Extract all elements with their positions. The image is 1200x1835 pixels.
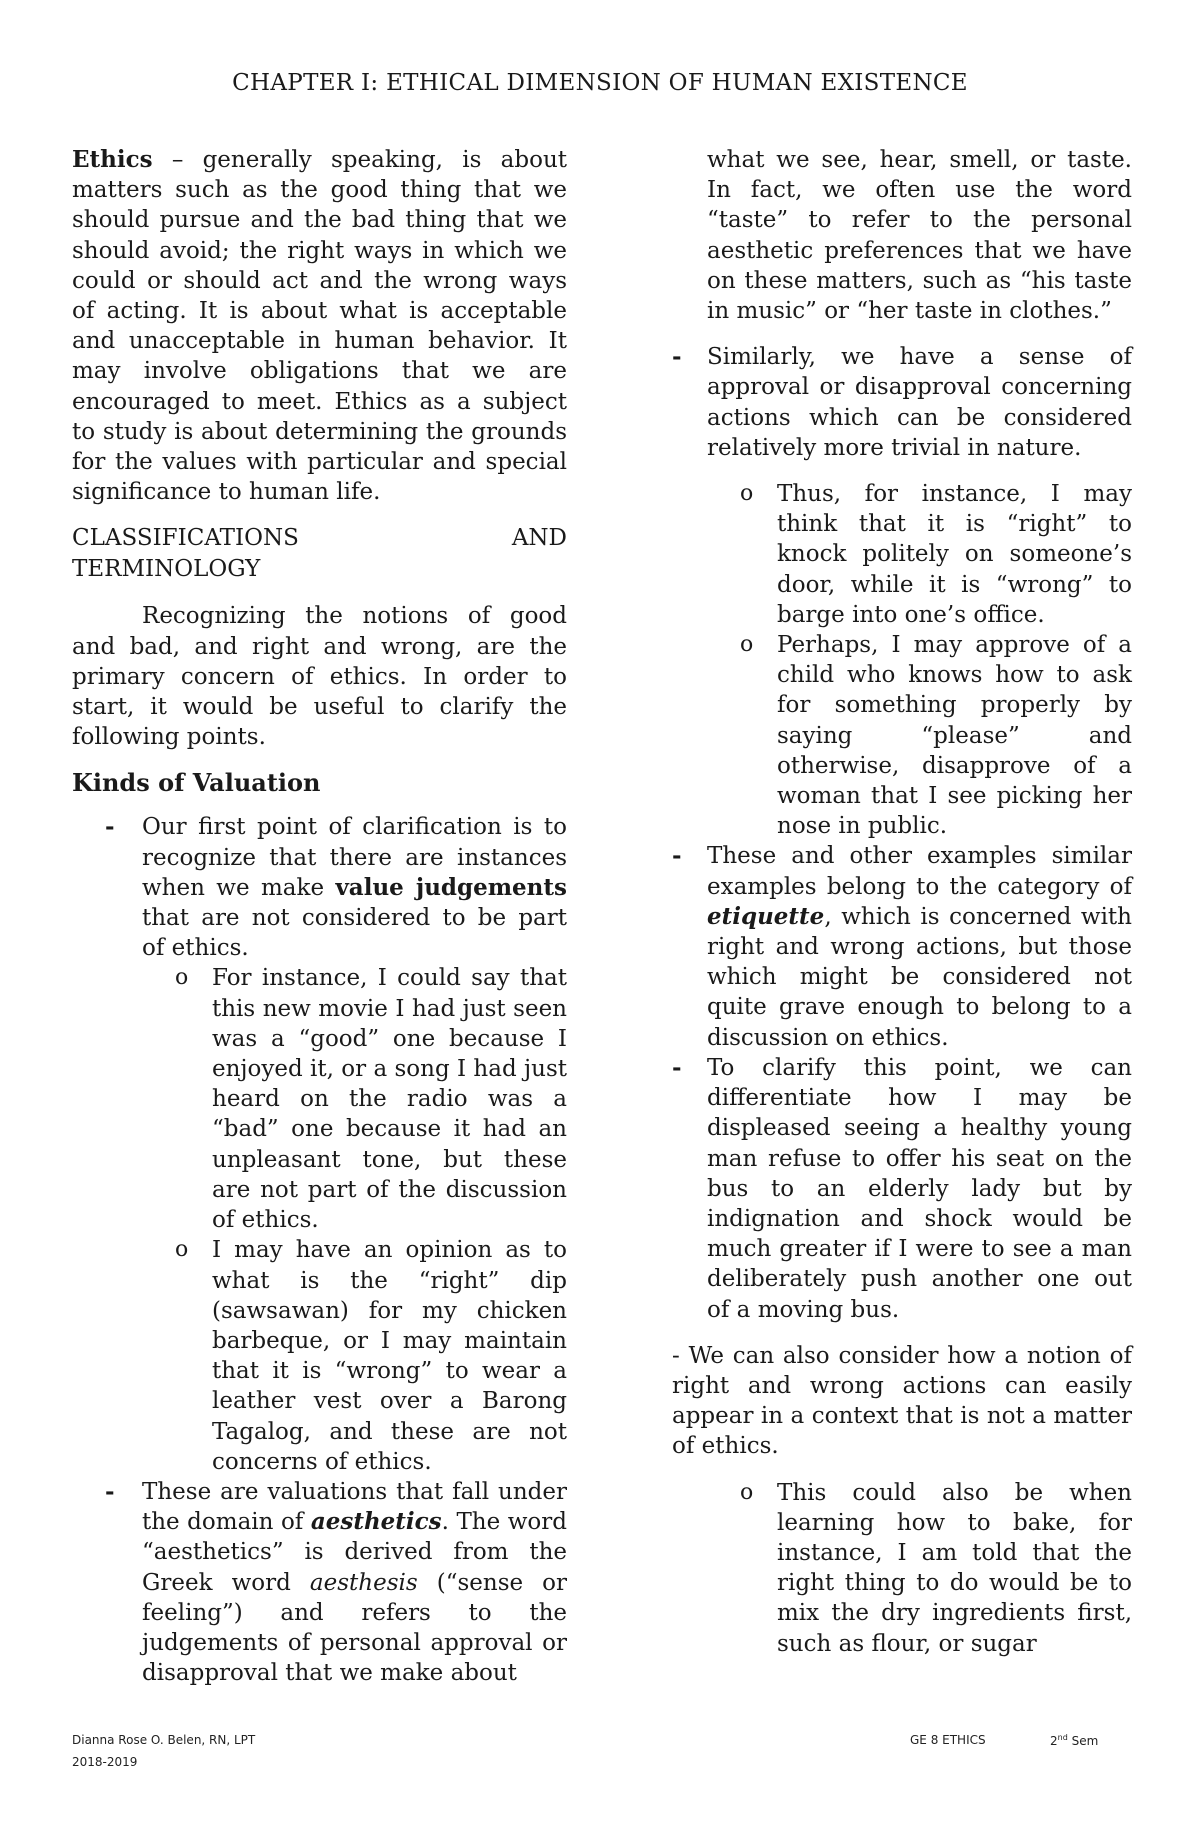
footer-semester [1050, 1733, 1098, 1748]
sub-list-item [707, 479, 1132, 630]
footer-course: GE 8 ETHICS [910, 1733, 986, 1747]
list-item [672, 342, 1132, 463]
chapter-title: CHAPTER I: ETHICAL DIMENSION OF HUMAN EXISTENCE [232, 70, 968, 96]
classifications-heading [72, 523, 567, 585]
sub-list [142, 963, 567, 1476]
circle-marker: o [175, 965, 189, 991]
sub-list-item-text: This could also be when learning how to bake, for instance, I am told that the right thing to do would be to mix the dry ingredients first, such as flour, or sugar [777, 1479, 1132, 1657]
classifications-heading-word: CLASSIFICATIONS [72, 525, 299, 552]
dash-marker: - [672, 1053, 682, 1081]
circle-marker: o [740, 481, 754, 507]
semester-suffix: nd [1057, 1733, 1068, 1742]
aesthesis-term: aesthesis [309, 1569, 418, 1596]
list-item-text: that are not considered to be part of ethics. [142, 905, 567, 962]
semester-number: 2 [1050, 1734, 1058, 1748]
list-item [672, 1053, 1132, 1325]
recognizing-paragraph: Recognizing the notions of good and bad, and right and wrong, are the primary concern of ethics. In order to start, it would be useful to clarify the following points. [72, 603, 567, 751]
ethics-definition [72, 145, 567, 507]
list-item-text: . The word “aesthetics” is derived from the Greek word [142, 1509, 567, 1596]
sub-list-item-text: Thus, for instance, I may think that it is “right” to knock politely on someone’s door, while it is “wrong” to barge into one’s office. [777, 481, 1132, 628]
left-column [72, 145, 567, 1688]
ethics-term: Ethics [72, 146, 153, 173]
footer-year: 2018-2019 [72, 1755, 138, 1769]
list-item [72, 1477, 567, 1688]
ethics-definition-text: – generally speaking, is about matters such as the good thing that we should pursue and the bad thing that we should avoid; the right ways in which we could or should act and the wrong ways of acting. It is about what is acceptable and unacceptable in human behavior. It may involve obligations that we are encouraged to meet. Ethics as a subject to study is about determining the grounds for the values with particular and special significance to human life. [72, 147, 567, 506]
circle-marker: o [740, 1479, 754, 1505]
list-item [672, 841, 1132, 1052]
list-item-text: Similarly, we have a sense of approval or disapproval concerning actions which can be considered relatively more trivial in nature. [707, 344, 1132, 461]
classifications-heading-and: AND [511, 525, 567, 552]
sub-list [707, 479, 1132, 841]
context-paragraph: - We can also consider how a notion of right and wrong actions can easily appear in a context that is not a matter of ethics. [672, 1342, 1132, 1460]
list-item-text: To clarify this point, we can differentiate how I may be displeased seeing a healthy young man refuse to offer his seat on the bus to an elderly lady but by indignation and shock would be much greater if I were to see a man deliberately push another one out of a moving bus. [707, 1054, 1132, 1323]
sub-list [707, 1478, 1132, 1659]
sub-list-item [707, 630, 1132, 841]
list-item-text: (“sense or feeling”) and refers to the judgements of personal approval or disapproval that we make about [142, 1569, 568, 1687]
kinds-of-valuation-heading: Kinds of Valuation [72, 768, 321, 798]
footer-author: Dianna Rose O. Belen, RN, LPT [72, 1733, 256, 1747]
list-item-text: Our first point of clarification is to recognize that there are instances when we make [142, 814, 567, 901]
list-item-text: These and other examples similar examples belong to the category of [707, 843, 1132, 900]
sub-list-item-text: I may have an opinion as to what is the “right” dip (sawsawan) for my chicken barbeque, or I may maintain that it is “wrong” to wear a leather vest over a Barong Tagalog, and these are not concerns of ethics. [212, 1237, 567, 1475]
list-item-text: These are valuations that fall under the domain of [142, 1478, 567, 1536]
classifications-heading-line2: TERMINOLOGY [72, 556, 261, 583]
sub-list-item [142, 1235, 567, 1477]
sub-list-item [142, 963, 567, 1235]
right-column [672, 145, 1132, 1659]
dash-marker: - [105, 813, 115, 841]
semester-word: Sem [1067, 1734, 1099, 1748]
value-judgements-term: value judgements [335, 873, 567, 901]
circle-marker: o [175, 1237, 189, 1263]
aesthetics-continuation: what we see, hear, smell, or taste. In fact, we often use the word “taste” to refer to the personal aesthetic preferences that we have on these matters, such as “his taste in music” or “her taste in clothes.” [707, 147, 1132, 325]
sub-list-item-text: For instance, I could say that this new movie I had just seen was a “good” one because I enjoyed it, or a song I had just heard on the radio was a “bad” one because it had an unpleasant tone, but these are not part of the discussion of ethics. [212, 965, 567, 1234]
sub-list-item-text: Perhaps, I may approve of a child who knows how to ask for something properly by saying “please” and otherwise, disapprove of a woman that I see picking her nose in public. [777, 632, 1132, 840]
dash-marker: - [105, 1477, 115, 1505]
dash-marker: - [672, 343, 682, 371]
list-item-text: , which is concerned with right and wrong actions, but those which might be considered not quite grave enough to belong to a discussion on ethics. [707, 903, 1132, 1051]
dash-marker: - [672, 842, 682, 870]
etiquette-term: etiquette [707, 902, 825, 930]
aesthetics-term: aesthetics [310, 1508, 442, 1536]
list-item [72, 812, 567, 1476]
sub-list-item [707, 1478, 1132, 1659]
circle-marker: o [740, 632, 754, 658]
valuation-list [72, 812, 567, 1688]
